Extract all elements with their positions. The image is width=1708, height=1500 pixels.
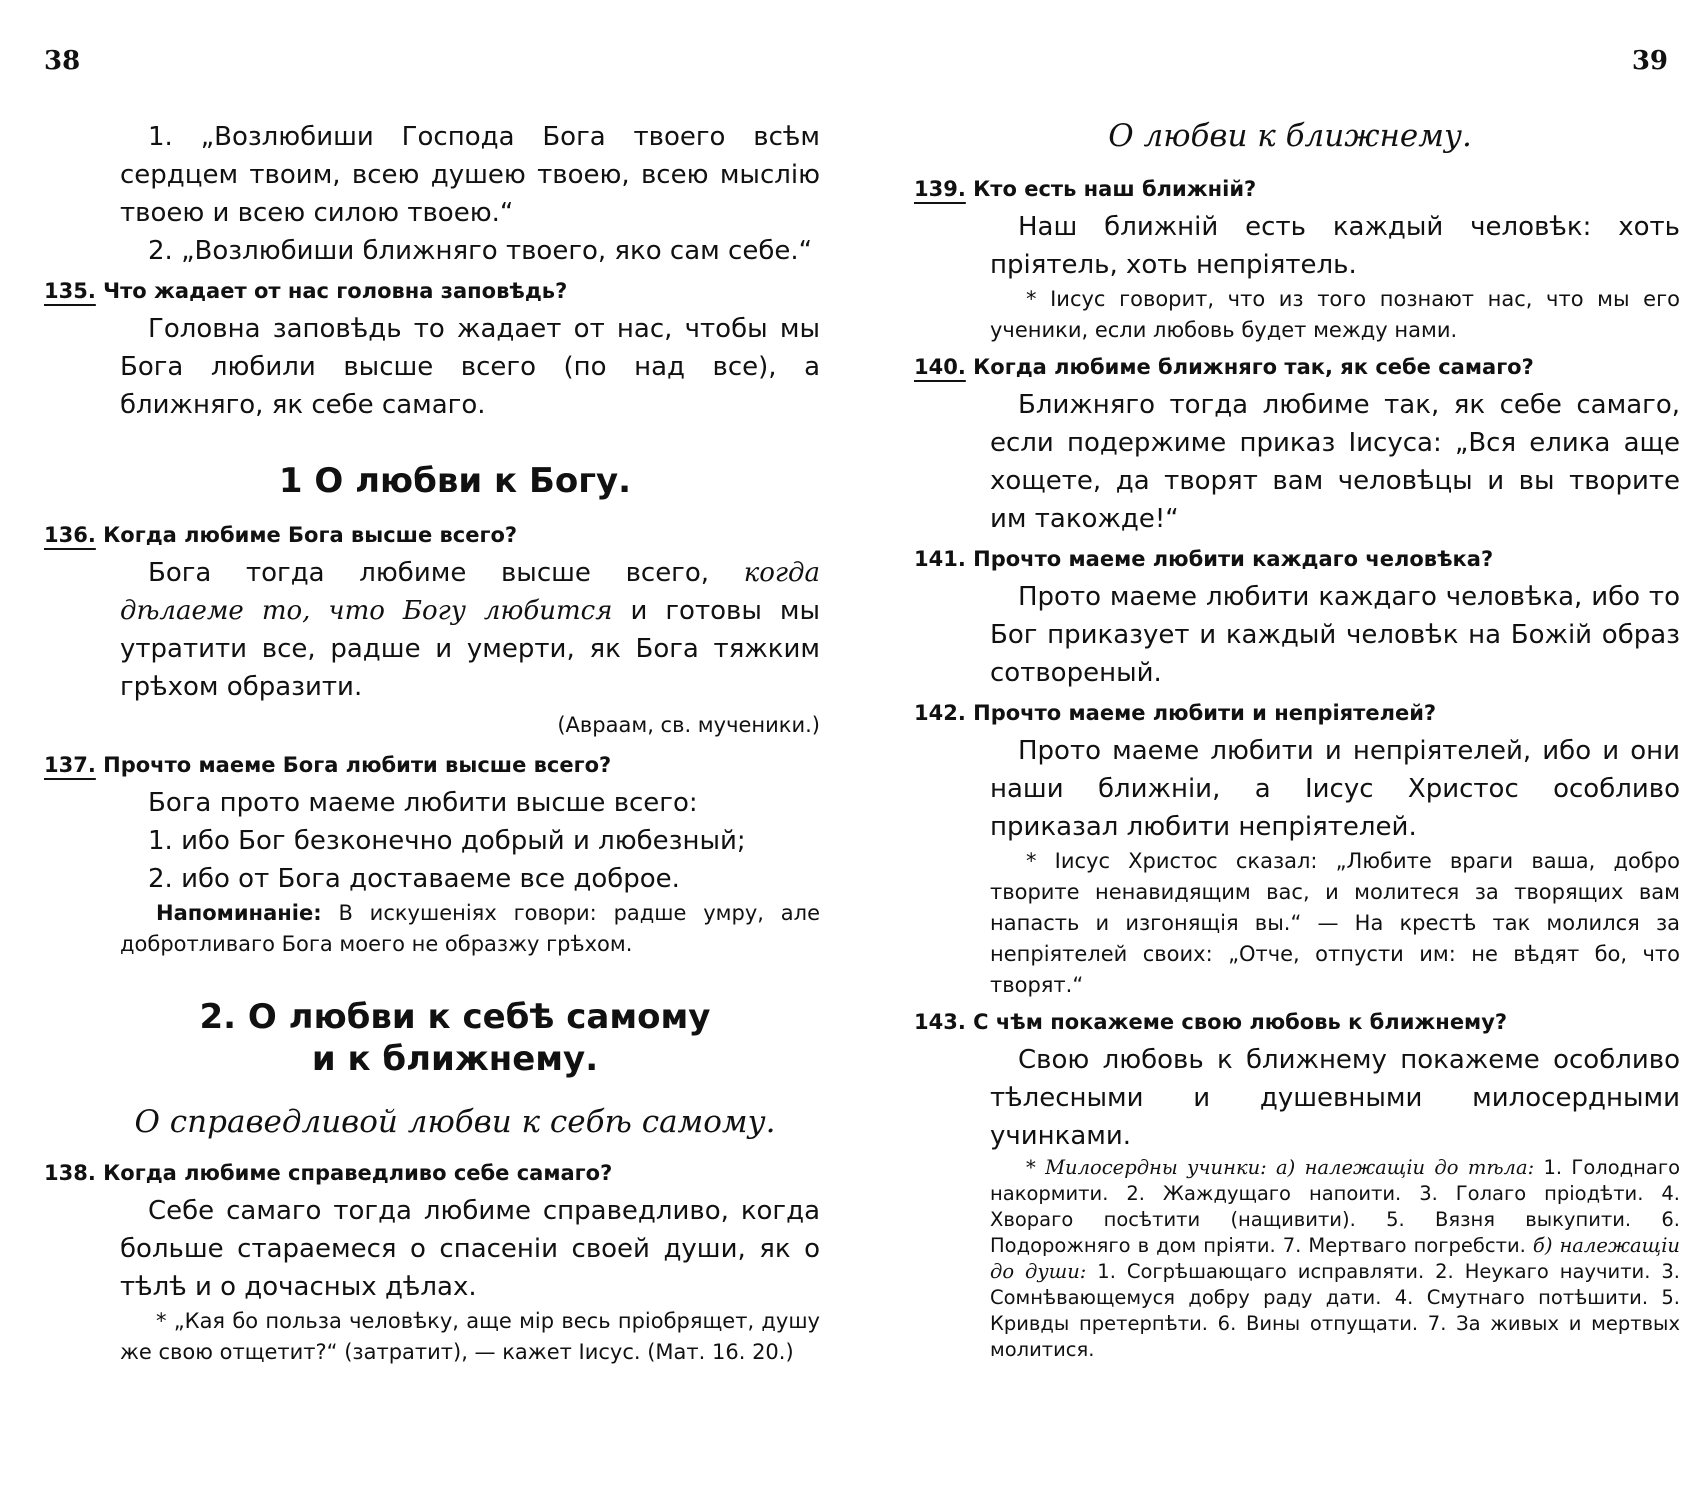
question-141 (914, 544, 1680, 574)
question-142 (914, 698, 1680, 728)
reminder-text: В искушеніях говори: радше умру, але добротливаго Бога моего не образжу грѣхом. (120, 901, 820, 956)
section-1-title: 1 О любви к Богу. (278, 461, 632, 501)
note-138: * „Кая бо польза человѣку, аще мір весь пріобрящет, душу же свою отщетит?“ (затратит), — кажет Іисус. (Мат. 16. 20.) (120, 1309, 820, 1364)
section-2-title (90, 996, 820, 1080)
subtitle-neighbor-love: О любви к ближнему. (1108, 118, 1472, 154)
question-number: 139. (914, 177, 966, 201)
reminder-note (30, 898, 820, 960)
attribution: (Авраам, св. мученики.) (557, 713, 820, 737)
answer-137-point-2: 2. ибо от Бога доставаеме все доброе. (148, 864, 680, 894)
question-text: Прочто маеме любити каждаго человѣка? (973, 547, 1494, 571)
answer-emphasis: когда дѣлаеме то, что Богу любится (120, 558, 821, 626)
note-text: 1. Согрѣшающаго исправляти. 2. Неукаго научити. 3. Сомнѣвающемуся добру раду дати. 4. Смутнаго потѣшити. 5. Кривды претерпѣти. 6. Вины отпущати. 7. За живых и мертвых молитися. (990, 1260, 1680, 1361)
answer-136 (30, 554, 820, 744)
question-135 (44, 276, 820, 306)
answer-138: Себе самаго тогда любиме справедливо, когда больше стараемеся о спасеніи своей души, як о тѣлѣ и о дочасных дѣлах. (120, 1196, 820, 1302)
note-emphasis: * Милосердны учинки: а) належащіи до тѣла: (1026, 1156, 1535, 1179)
question-140 (914, 352, 1680, 382)
question-number: 143. (914, 1010, 966, 1034)
question-text: Когда любиме справедливо себе самаго? (103, 1161, 613, 1185)
note-text: 1. Голоднаго накормити. 2. Жаждущаго напоити. 3. Голаго пріодѣти. 4. Хвораго посѣтити (нащивити). 5. Вязня выкупити. 6. Подорожняго в дом пріяти. 7. Мертваго погребсти. (990, 1156, 1680, 1257)
right-page (900, 0, 1680, 1500)
answer-137-point-1: 1. ибо Бог безконечно добрый и любезный; (148, 826, 746, 856)
left-page (30, 0, 820, 1500)
note-emphasis: б) належащіи до души: (990, 1234, 1680, 1283)
section-2-title-line-1: 2. О любви к себѣ самому (199, 997, 711, 1037)
question-number: 140. (914, 355, 966, 379)
answer-text: и готовы мы утратити все, радше и умерти, як Бога тяжким грѣхом образити. (120, 596, 821, 702)
question-text: С чѣм покажеме свою любовь к ближнему? (973, 1010, 1508, 1034)
answer-text: Бога тогда любиме высше всего, (148, 558, 710, 588)
subtitle-self-love: О справедливой любви к себѣ самому. (134, 1104, 776, 1140)
question-number: 136. (44, 523, 96, 547)
note-142: * Іисус Христос сказал: „Любите враги ваша, добро творите ненавидящим вас, и молитеся за творящих вам напасть и изгонящія вы.“ — На крестѣ так молился за непріятелей своих: „Отче, отпусти им: не вѣдят бо, что творят.“ (990, 849, 1680, 997)
question-136 (44, 520, 820, 550)
question-number: 137. (44, 753, 96, 777)
answer-137-intro: Бога прото маеме любити высше всего: (148, 788, 698, 818)
question-text: Когда любиме ближняго так, як себе самаго? (973, 355, 1534, 379)
question-139 (914, 174, 1680, 204)
question-number: 141. (914, 547, 966, 571)
answer-140: Ближняго тогда любиме так, як себе самаго, если подержиме приказ Іисуса: „Вся елика аще хощете, да творят вам человѣцы и вы творите им такожде!“ (990, 390, 1680, 534)
page-number: 38 (44, 46, 81, 76)
question-137 (44, 750, 820, 780)
question-number: 138. (44, 1161, 96, 1185)
question-138 (44, 1158, 820, 1188)
answer-143: Свою любовь к ближнему покажеме особливо тѣлесными и душевными милосердными учинками. (990, 1045, 1680, 1151)
right-page-content (900, 118, 1680, 1363)
answer-139: Наш ближній есть каждый человѣк: хоть пріятель, хоть непріятель. (990, 212, 1680, 280)
commandment-1: 1. „Возлюбиши Господа Бога твоего всѣм сердцем твоим, всею душею твоею, всею мыслію твоею и всею силою твоею.“ (120, 122, 820, 228)
reminder-label: Напоминаніе: (156, 901, 322, 925)
note-143 (900, 1155, 1680, 1363)
note-139: * Іисус говорит, что из того познают нас, что мы его ученики, если любовь будет между нами. (990, 287, 1680, 342)
left-page-content (30, 118, 820, 1368)
commandment-2: 2. „Возлюбиши ближняго твоего, яко сам себе.“ (148, 236, 813, 266)
question-number: 142. (914, 701, 966, 725)
question-number: 135. (44, 279, 96, 303)
answer-135: Головна заповѣдь то жадает от нас, чтобы мы Бога любили высше всего (по над все), а ближняго, як себе самаго. (120, 314, 820, 420)
question-text: Прочто маеме Бога любити высше всего? (103, 753, 612, 777)
section-2-title-line-2: и к ближнему. (311, 1039, 599, 1079)
question-text: Что жадает от нас головна заповѣдь? (103, 279, 568, 303)
page-number: 39 (1631, 46, 1668, 76)
question-143 (914, 1007, 1680, 1037)
answer-142: Прото маеме любити и непріятелей, ибо и они наши ближніи, а Іисус Христос особливо приказал любити непріятелей. (990, 736, 1680, 842)
question-text: Когда любиме Бога высше всего? (103, 523, 518, 547)
answer-141: Прото маеме любити каждаго человѣка, ибо то Бог приказует и каждый человѣк на Божій образ сотвореный. (990, 582, 1680, 688)
question-text: Прочто маеме любити и непріятелей? (973, 701, 1437, 725)
question-text: Кто есть наш ближній? (973, 177, 1257, 201)
